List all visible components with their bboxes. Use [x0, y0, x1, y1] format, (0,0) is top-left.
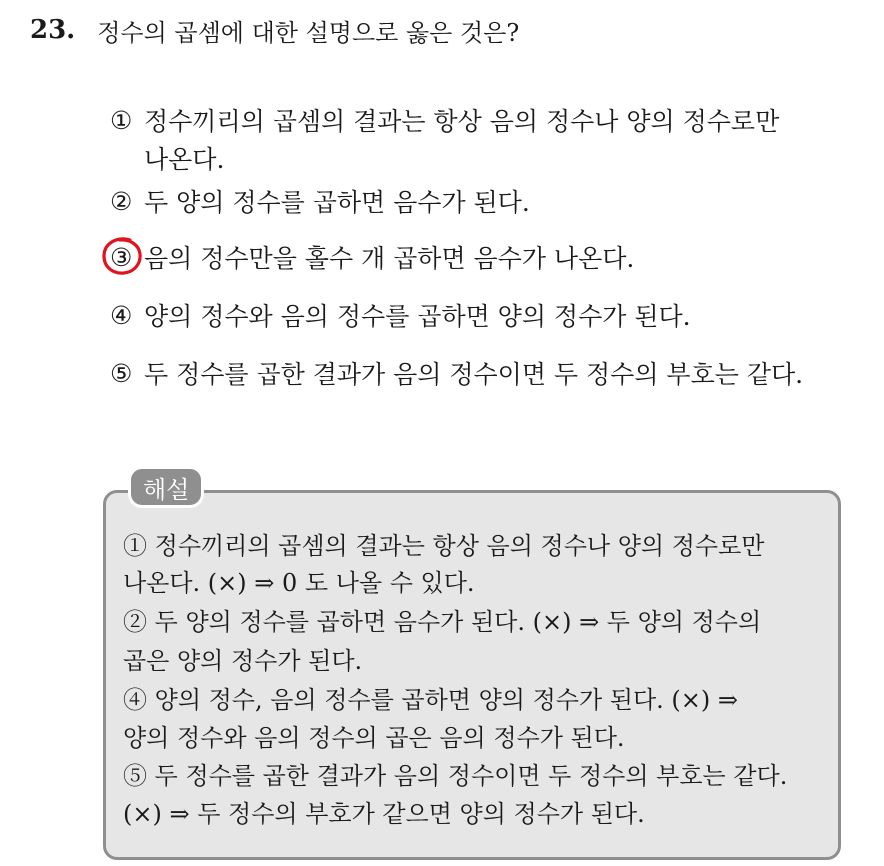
- solution-line: ① 정수끼리의 곱셈의 결과는 항상 음의 정수나 양의 정수로만: [123, 532, 765, 560]
- choice-1-continuation: 나온다.: [144, 145, 225, 174]
- answer-circle-stroke: [104, 239, 140, 273]
- solution-line: 곱은 양의 정수가 된다.: [123, 647, 363, 675]
- choice-marker: ②: [110, 186, 133, 216]
- choice-marker: ①: [110, 105, 133, 135]
- choice-text: 정수끼리의 곱셈의 결과는 항상 음의 정수나 양의 정수로만: [144, 107, 780, 136]
- solution-line: ④ 양의 정수, 음의 정수를 곱하면 양의 정수가 된다. (×) ⇒: [123, 686, 738, 714]
- choice-4[interactable]: [110, 297, 691, 333]
- answer-circle-mark: [100, 234, 144, 278]
- solution-line: ② 두 양의 정수를 곱하면 음수가 된다. (×) ⇒ 두 양의 정수의: [123, 608, 762, 636]
- solution-line: 나온다. (×) ⇒ 0 도 나올 수 있다.: [123, 569, 475, 597]
- solution-line: 양의 정수와 음의 정수의 곱은 음의 정수가 된다.: [123, 724, 625, 752]
- choice-marker: ③: [110, 242, 133, 272]
- solution-label: 해설: [128, 466, 204, 508]
- solution-line: ⑤ 두 정수를 곱한 결과가 음의 정수이면 두 정수의 부호는 같다.: [123, 762, 788, 790]
- choice-marker: ⑤: [110, 358, 133, 388]
- choice-text: 두 정수를 곱한 결과가 음의 정수이면 두 정수의 부호는 같다.: [144, 360, 804, 389]
- choice-text: 음의 정수만을 홀수 개 곱하면 음수가 나온다.: [144, 244, 635, 273]
- choice-text: 양의 정수와 음의 정수를 곱하면 양의 정수가 된다.: [144, 302, 691, 331]
- choice-3[interactable]: [110, 239, 634, 275]
- choice-1[interactable]: [110, 102, 779, 138]
- question-number: 23.: [30, 15, 76, 45]
- question-text: 정수의 곱셈에 대한 설명으로 옳은 것은?: [97, 18, 520, 47]
- solution-line: (×) ⇒ 두 정수의 부호가 같으면 양의 정수가 된다.: [123, 800, 645, 828]
- choice-marker: ④: [110, 300, 133, 330]
- question-header: [30, 10, 519, 50]
- choice-text: 두 양의 정수를 곱하면 음수가 된다.: [144, 188, 530, 217]
- choice-2[interactable]: [110, 183, 530, 219]
- choice-5[interactable]: [110, 355, 803, 391]
